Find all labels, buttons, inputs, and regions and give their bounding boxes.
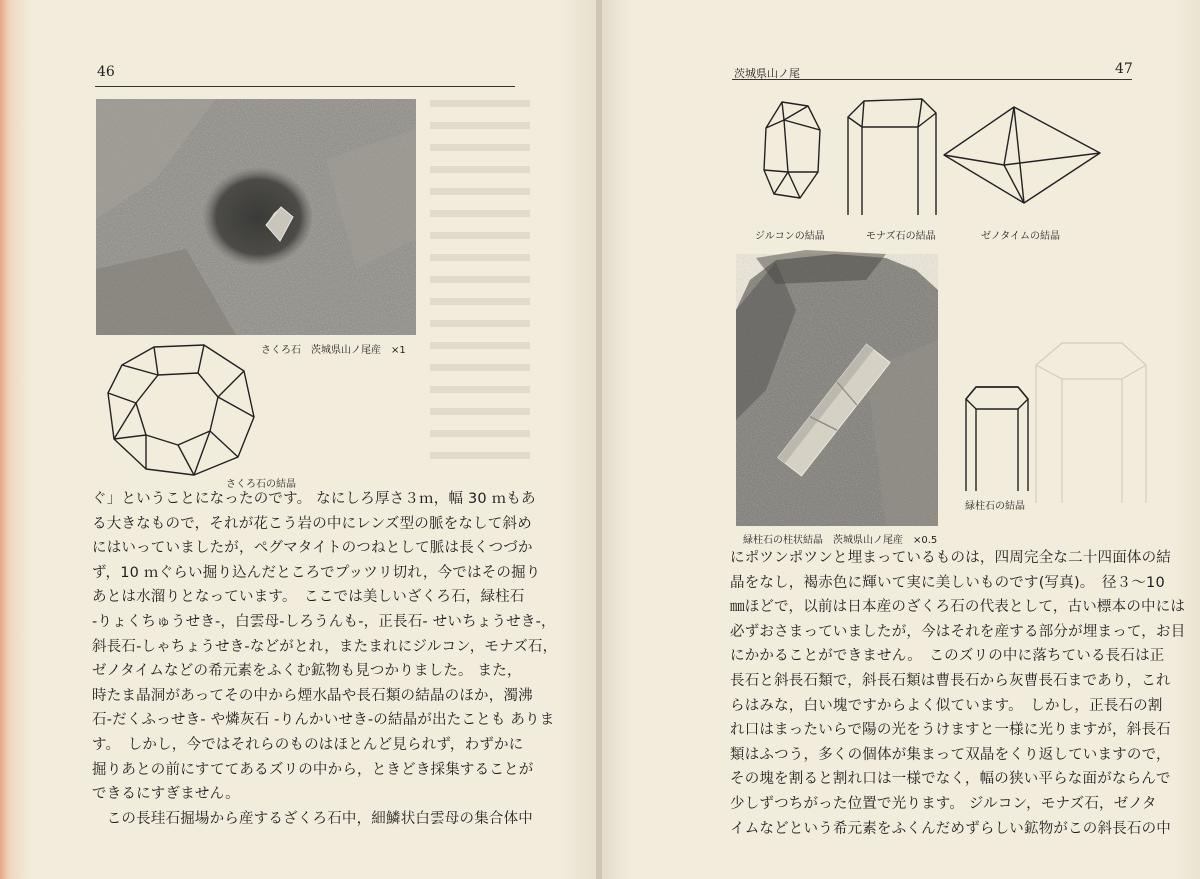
garnet-photo-image xyxy=(96,99,416,335)
monazite-crystal-drawing xyxy=(842,97,937,217)
right-page xyxy=(602,0,1200,879)
text-line: あとは水溜りとなっています。 ここでは美しいざくろ石，緑柱石 xyxy=(92,589,525,606)
xenotime-caption: ゼノタイムの結晶 xyxy=(981,231,1060,242)
text-line: にかかることができません。 このズリの中に落ちている長石は正 xyxy=(730,648,1165,665)
text-line: れ口はまったいらで陽の光をうけますと一様に光りますが，斜長石 xyxy=(730,722,1171,739)
beryl-photo-image xyxy=(736,250,938,526)
text-line: る大きなもので，それが花こう岩の中にレンズ型の脈をなして斜め xyxy=(92,515,532,532)
text-line: 石-だくふっせき- や燐灰石 -りんかいせき-の結晶が出たことも ありま xyxy=(92,712,555,729)
text-line: 少しずつちがった位置で光ります。 ジルコン，モナズ石，ゼノタ xyxy=(730,795,1157,812)
show-through-drawing xyxy=(1032,335,1152,505)
xenotime-crystal-drawing xyxy=(942,105,1102,205)
text-line: できるにすぎません。 xyxy=(92,786,240,803)
running-head: 茨城県山ノ尾 xyxy=(734,67,800,80)
text-line: 類はふつう，多くの個体が集まって双晶をくり返していますので， xyxy=(730,746,1171,763)
text-line: ぐ」ということになったのです。 なにしろ厚さ３ｍ，幅 30 ｍもあ xyxy=(92,491,536,507)
text-line: ㎜ほどで，以前は日本産のざくろ石の代表として，古い標本の中には xyxy=(730,599,1186,616)
beryl-drawing-caption: 緑柱石の結晶 xyxy=(965,501,1025,512)
garnet-drawing-caption: さくろ石の結晶 xyxy=(226,479,296,490)
text-line: ゼノタイムなどの希元素をふくむ鉱物も見つかりました。 また， xyxy=(92,663,522,680)
monazite-caption: モナズ石の結晶 xyxy=(866,231,936,242)
text-line: -りょくちゅうせき-，白雲母-しろうんも-，正長石- せいちょうせき-， xyxy=(92,613,556,630)
beryl-photo xyxy=(736,250,938,526)
left-page-text xyxy=(92,487,557,831)
zircon-crystal-drawing xyxy=(762,100,822,200)
text-line: イムなどという希元素をふくんだめずらしい鉱物がこの斜長石の中 xyxy=(730,820,1171,837)
text-line: にはいっていましたが，ペグマタイトのつねとして脈は長くつづか xyxy=(92,540,533,557)
left-page xyxy=(0,0,598,879)
text-line: 必ずおさまっていましたが，今はそれを産する部分が埋まって，お目 xyxy=(730,623,1186,640)
text-line: ず，10 ｍぐらい掘り込んだところでプッツリ切れ，今ではその掘り xyxy=(92,564,541,581)
garnet-photo-caption: さくろ石 茨城県山ノ尾産 ×1 xyxy=(261,345,406,356)
beryl-photo-caption: 緑柱石の柱状結晶 茨城県山ノ尾産 ×0.5 xyxy=(743,535,938,546)
text-line: この長珪石掘場から産するざくろ石中，細鱗状白雲母の集合体中 xyxy=(92,810,533,827)
show-through-left xyxy=(430,100,530,460)
beryl-crystal-drawing xyxy=(962,383,1032,493)
text-line: その塊を割ると割れ口は一様でなく，幅の狭い平らな面がならんで xyxy=(730,771,1171,788)
page-number-left: 46 xyxy=(97,64,115,80)
text-line: らはみな，白い塊ですからよく似ています。 しかし，正長石の割 xyxy=(730,697,1163,714)
page-number-right: 47 xyxy=(1115,61,1133,77)
text-line: 斜長石-しゃちょうせき-などがとれ，またまれにジルコン，モナズ石， xyxy=(92,638,558,655)
text-line: にポツンポツンと埋まっているものは，四周完全な二十四面体の結 xyxy=(730,550,1171,566)
zircon-caption: ジルコンの結晶 xyxy=(755,231,825,242)
garnet-crystal-drawing xyxy=(106,339,256,479)
right-page-text xyxy=(730,546,1185,841)
text-line: 時たま晶洞があってその中から煙水晶や長石類の結晶のほか，濁沸 xyxy=(92,687,533,704)
header-rule-left xyxy=(95,86,515,87)
garnet-photo xyxy=(96,99,416,335)
text-line: 長石と斜長石類で，斜長石類は曹長石から灰曹長石まであり，これ xyxy=(730,672,1171,689)
header-rule-right xyxy=(732,79,1132,80)
text-line: す。 しかし，今ではそれらのものはほとんど見られず，わずかに xyxy=(92,736,524,753)
text-line: 掘りあとの前にすててあるズリの中から，ときどき採集することが xyxy=(92,761,534,778)
text-line: 晶をなし，褐赤色に輝いて実に美しいものです(写真)。 径３～10 xyxy=(730,574,1165,591)
